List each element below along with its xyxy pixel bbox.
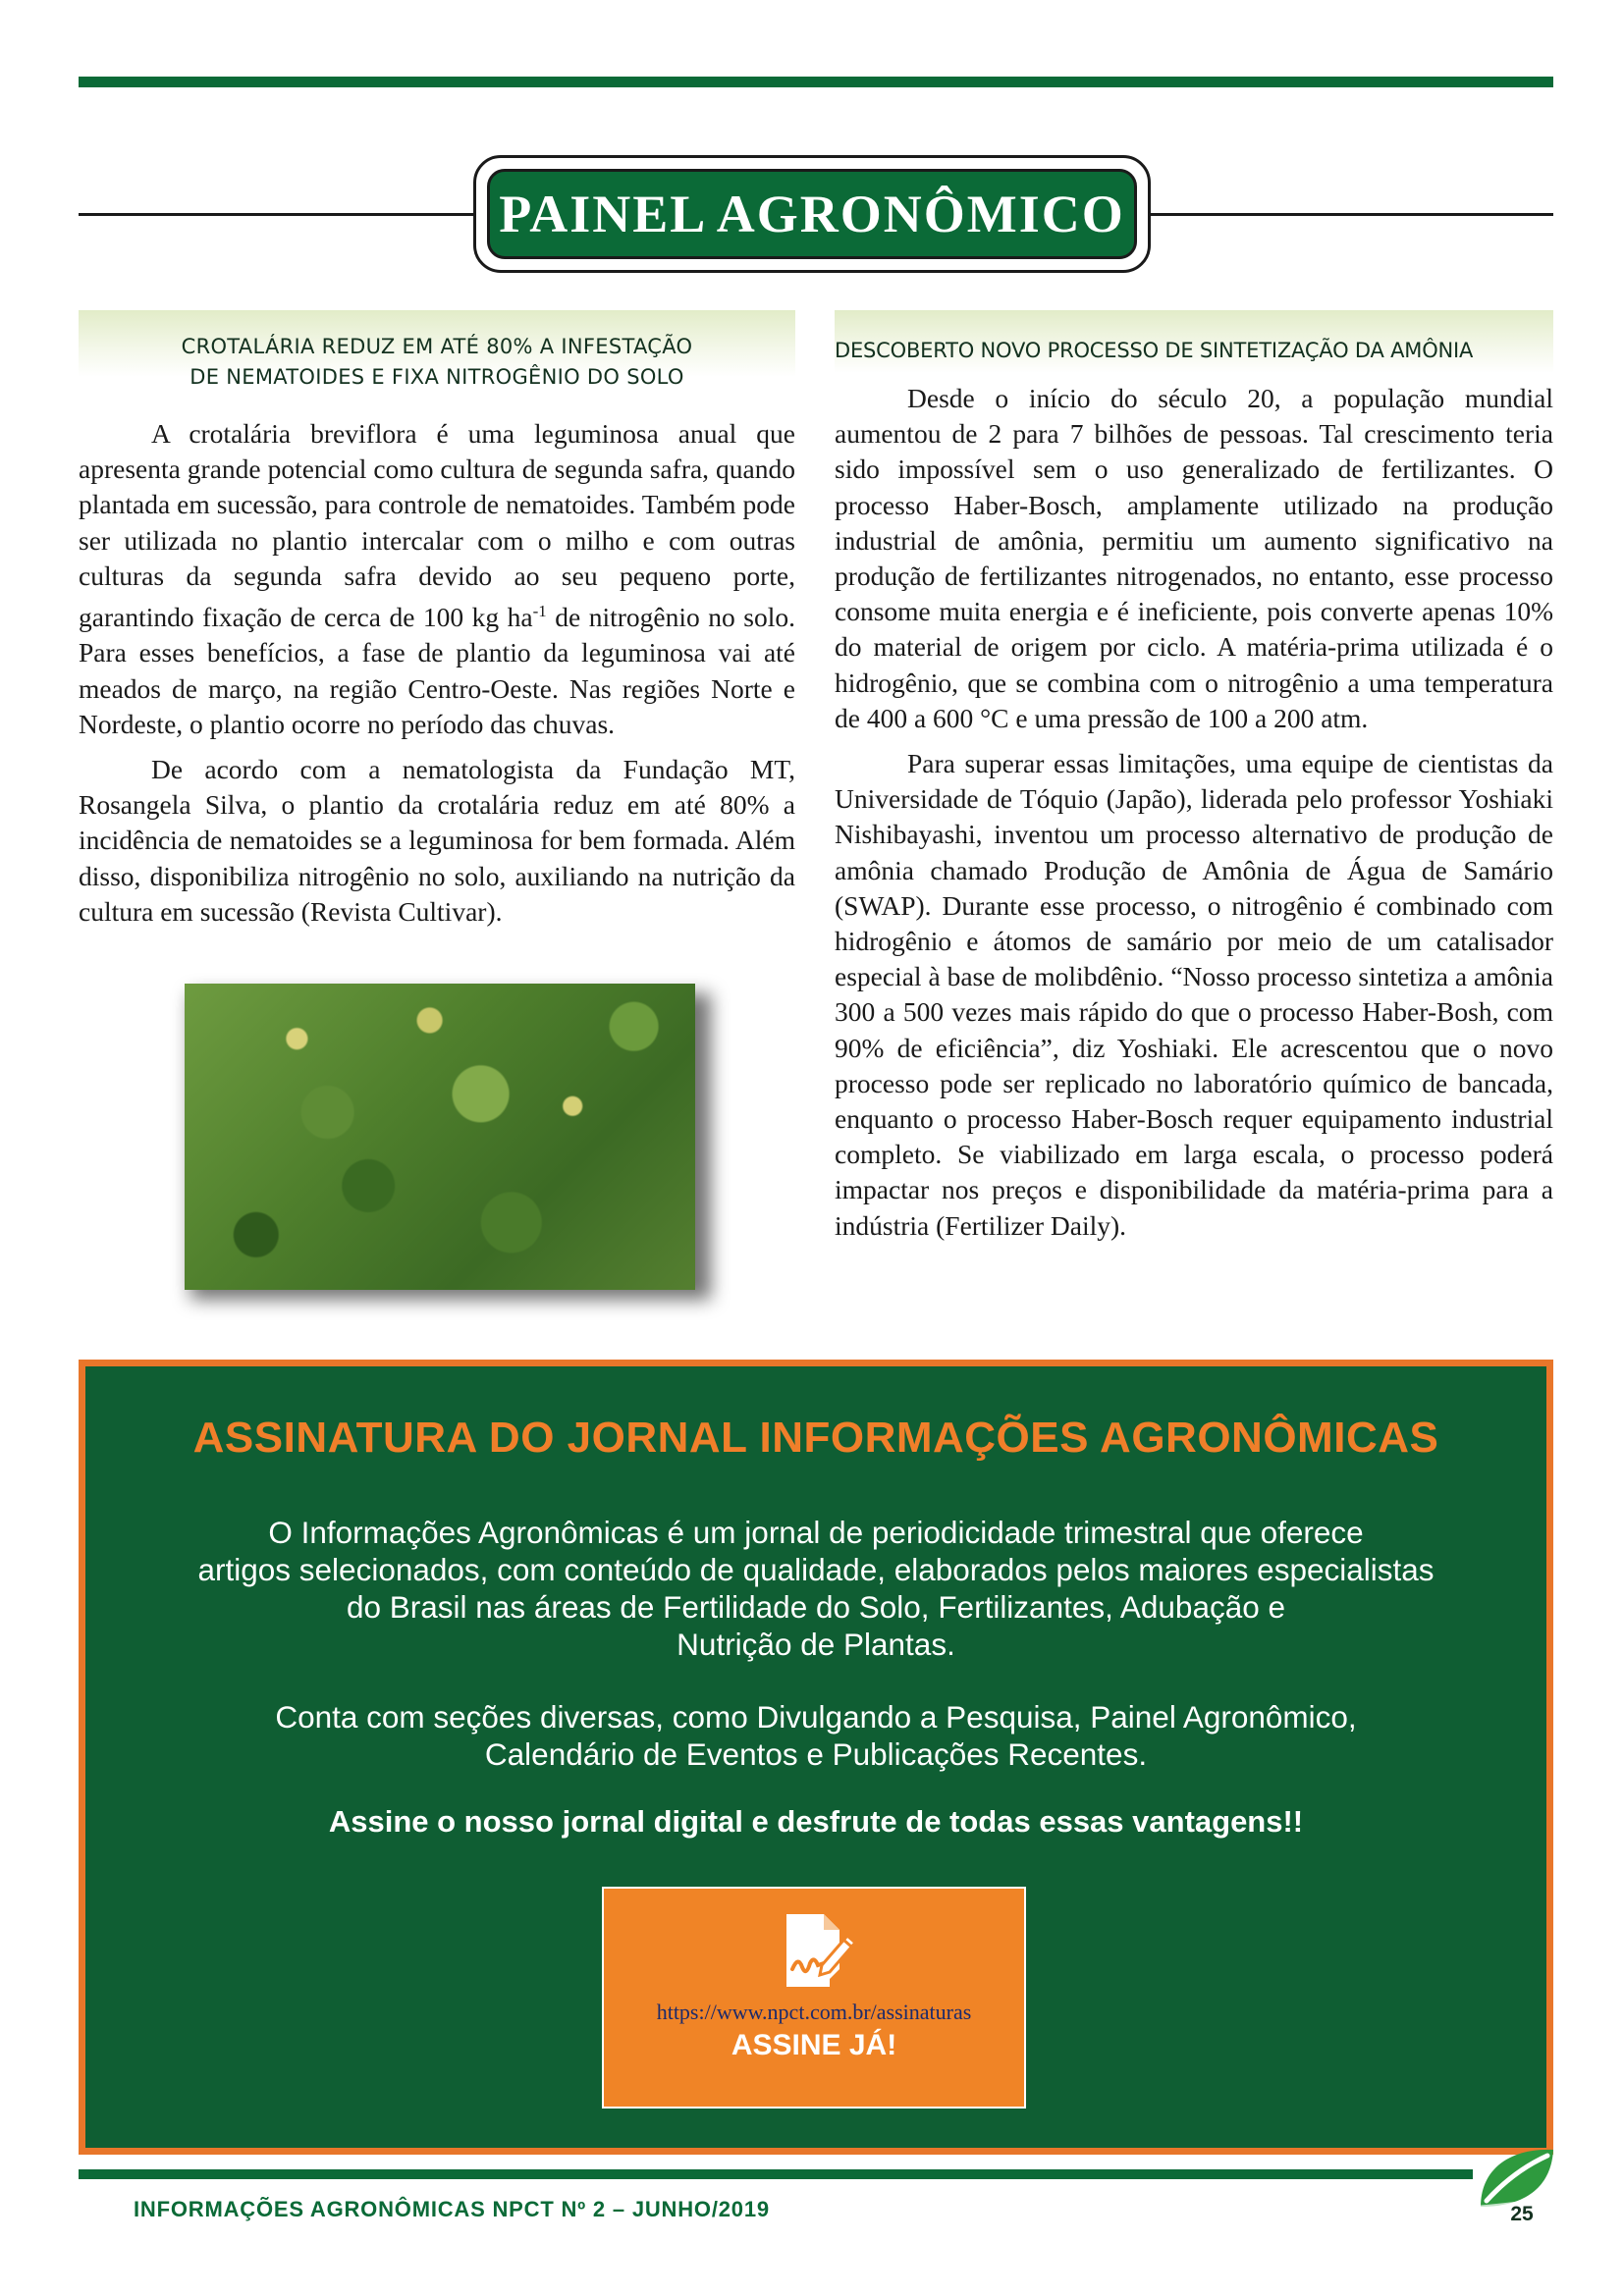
footer-publication-info: INFORMAÇÕES AGRONÔMICAS NPCT Nº 2 – JUNHO/2019 (134, 2197, 770, 2221)
right-paragraph-1: Desde o início do século 20, a população mundial aumentou de 2 para 7 bilhões de pessoas. Tal crescimento teria sido impossível sem o uso generalizado de fertilizantes. O processo Haber-Bosch, amplamente utilizado na produção industrial de amônia, permitiu um aumento significativo na produção de fertilizantes nitrogenados, no entanto, esse processo consome muita energia e é ineficiente, pois converte apenas 10% do material de origem por ciclo. A matéria-prima utilizada é o hidrogênio, que se combina com o nitrogênio a uma temperatura de 400 a 600 °C e uma pressão de 100 a 200 atm. (835, 383, 1553, 733)
promo-p1-line-4: Nutrição de Plantas. (677, 1627, 955, 1662)
subscription-promo-box (79, 1360, 1553, 2155)
right-paragraph-2: Para superar essas limitações, uma equipe de cientistas da Universidade de Tóquio (Japão), liderada pelo professor Yoshiaki Nishibayashi, inventou um processo alternativo de produção de amônia chamado Produção de Amônia de Água de Samário (SWAP). Durante esse processo, o nitrogênio é combinado com hidrogênio e átomos de samário por meio de um catalisador especial à base de molibdênio. “Nosso processo sintetiza a amônia 300 a 500 vezes mais rápido do que o processo Haber-Bosh, com 90% de eficiência”, diz Yoshiaki. Ele acrescentou que o novo processo pode ser replicado no laboratório químico de bancada, enquanto o processo Haber-Bosch requer equipamento industrial completo. Se viabilizado em larga escala, o processo poderá impactar nos preços e disponibilidade da matéria-prima para a indústria (Fertilizer Daily). (835, 748, 1553, 1241)
subscribe-url: https://www.npct.com.br/assinaturas (656, 2000, 972, 2024)
left-p1-text-b: de nitrogênio no solo. Para esses benefícios, a fase de plantio da leguminosa vai até meados de março, na região Centro-Oeste. Nas regiões Norte e Nordeste, o plantio ocorre no período das chuvas. (79, 602, 795, 739)
subscribe-button[interactable] (602, 1887, 1026, 2109)
promo-title: ASSINATURA DO JORNAL INFORMAÇÕES AGRONÔMICAS (192, 1414, 1439, 1462)
section-title: PAINEL AGRONÔMICO (487, 169, 1137, 259)
right-article-body (835, 381, 1553, 1244)
left-heading-line-2: DE NEMATOIDES E FIXA NITROGÊNIO DO SOLO (189, 365, 684, 389)
left-paragraph-1 (79, 416, 795, 742)
left-article-heading (79, 310, 795, 389)
promo-paragraph-2 (144, 1698, 1488, 1773)
document-signature-icon (779, 1910, 857, 1991)
promo-p2-line-1: Conta com seções diversas, como Divulgando a Pesquisa, Painel Agronômico, (275, 1699, 1357, 1735)
promo-p1-line-3: do Brasil nas áreas de Fertilidade do Solo, Fertilizantes, Adubação e (346, 1589, 1286, 1625)
promo-p1-line-1: O Informações Agronômicas é um jornal de periodicidade trimestral que oferece (268, 1515, 1364, 1550)
banner-line-left (79, 213, 473, 216)
left-article (79, 310, 795, 930)
promo-call-to-action: Assine o nosso jornal digital e desfrute de todas essas vantagens!! (328, 1804, 1304, 1839)
top-rule (79, 77, 1553, 87)
left-p1-text-a: A crotalária breviflora é uma leguminosa anual que apresenta grande potencial como cultura de segunda safra, quando plantada em sucessão, para controle de nematoides. Também pode ser utilizada no plantio intercalar com o milho e com outras culturas da segunda safra devido ao seu pequeno porte, garantindo fixação de cerca de 100 kg ha (79, 418, 795, 633)
banner-line-right (1151, 213, 1553, 216)
left-paragraph-2: De acordo com a nematologista da Fundação MT, Rosangela Silva, o plantio da crotalária reduz em até 80% a incidência de nematoides se a leguminosa for bem formada. Além disso, disponibiliza nitrogênio no solo, auxiliando na nutrição da cultura em sucessão (Revista Cultivar). (79, 753, 795, 927)
left-article-body (79, 416, 795, 930)
page-number: 25 (1510, 2203, 1534, 2225)
leaf-icon (1477, 2146, 1555, 2211)
promo-p1-line-2: artigos selecionados, com conteúdo de qualidade, elaborados pelos maiores especialistas (197, 1552, 1435, 1587)
subscribe-label: ASSINE JÁ! (731, 2029, 897, 2061)
footer-rule (79, 2169, 1473, 2179)
crotalaria-plant-photo (185, 984, 695, 1290)
right-heading-text: DESCOBERTO NOVO PROCESSO DE SINTETIZAÇÃO DA AMÔNIA (835, 339, 1474, 362)
right-article (835, 310, 1553, 1244)
left-heading-line-1: CROTALÁRIA REDUZ EM ATÉ 80% A INFESTAÇÃO (181, 335, 693, 358)
promo-p2-line-2: Calendário de Eventos e Publicações Recentes. (484, 1736, 1148, 1772)
left-p1-superscript: -1 (532, 602, 547, 621)
promo-paragraph-1 (144, 1514, 1488, 1663)
right-article-heading (835, 310, 1553, 373)
